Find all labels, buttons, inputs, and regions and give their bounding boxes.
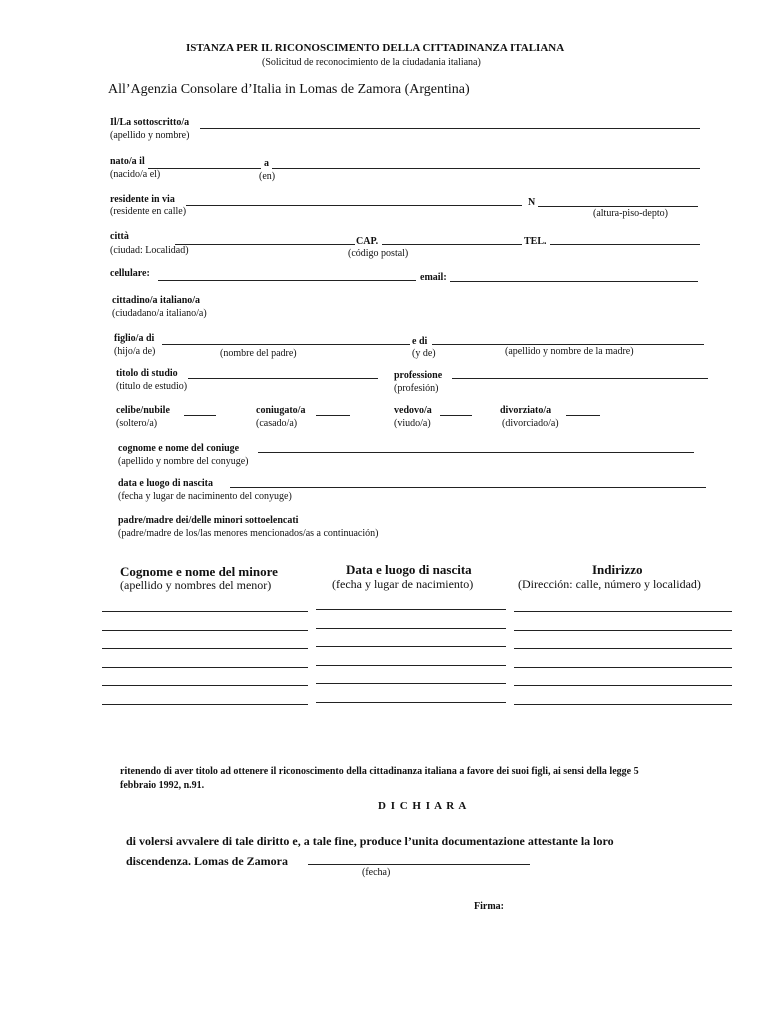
figlio-label: figlio/a di bbox=[114, 333, 155, 344]
minors-row-5-col-1-field[interactable] bbox=[102, 685, 308, 686]
form-title: ISTANZA PER IL RICONOSCIMENTO DELLA CITTADINANZA ITALIANA bbox=[186, 42, 565, 54]
form-subtitle: (Solicitud de reconocimiento de la ciudadania italiana) bbox=[262, 57, 481, 68]
celibe-field[interactable] bbox=[184, 415, 216, 416]
minors-row-6-col-2-field[interactable] bbox=[316, 702, 506, 703]
celibe-label: celibe/nubile bbox=[116, 405, 170, 416]
ritenendo-line-1: ritenendo di aver titolo ad ottenere il riconoscimento della cittadinanza italiana a favore dei suoi figli, ai sensi della legge 5 bbox=[120, 766, 639, 777]
cap-field[interactable] bbox=[382, 244, 522, 245]
minors-row-3-col-2-field[interactable] bbox=[316, 646, 506, 647]
col-indirizzo-sub: (Dirección: calle, número y localidad) bbox=[518, 577, 701, 591]
col-nascita-sub: (fecha y lugar de nacimiento) bbox=[332, 577, 474, 591]
titolo-sub: (titulo de estudio) bbox=[116, 381, 188, 392]
residente-label: residente in via bbox=[110, 194, 175, 205]
volersi-line-2: discendenza. Lomas de Zamora bbox=[126, 854, 288, 868]
e-di-sub: (y de) bbox=[412, 348, 436, 359]
coniuge-field[interactable] bbox=[258, 452, 694, 453]
vedovo-sub: (viudo/a) bbox=[394, 418, 431, 429]
nascita-coniuge-sub: (fecha y lugar de naciminento del conyuge) bbox=[118, 491, 292, 502]
citta-sub: (ciudad: Localidad) bbox=[110, 245, 189, 256]
addressee: All’Agenzia Consolare d’Italia in Lomas de Zamora (Argentina) bbox=[108, 82, 470, 97]
cap-sub: (código postal) bbox=[348, 248, 409, 259]
celibe-sub: (soltero/a) bbox=[116, 418, 158, 429]
cittadino-sub: (ciudadano/a italiano/a) bbox=[112, 308, 207, 319]
e-di-label: e di bbox=[412, 336, 428, 347]
coniuge-sub: (apellido y nombre del conyuge) bbox=[118, 456, 249, 467]
titolo-label: titolo di studio bbox=[116, 368, 178, 379]
minors-row-4-col-2-field[interactable] bbox=[316, 665, 506, 666]
nato-sub: (nacido/a el) bbox=[110, 169, 161, 180]
minors-row-1-col-2-field[interactable] bbox=[316, 609, 506, 610]
coniugato-field[interactable] bbox=[316, 415, 350, 416]
citta-label: città bbox=[110, 231, 129, 242]
cittadino-label: cittadino/a italiano/a bbox=[112, 295, 201, 306]
col-nascita-title: Data e luogo di nascita bbox=[346, 562, 472, 577]
fecha-sub: (fecha) bbox=[362, 867, 391, 878]
email-field[interactable] bbox=[450, 281, 698, 282]
divorziato-field[interactable] bbox=[566, 415, 600, 416]
figlio-sub: (hijo/a de) bbox=[114, 346, 156, 357]
citta-field[interactable] bbox=[175, 244, 355, 245]
minors-row-2-col-2-field[interactable] bbox=[316, 628, 506, 629]
cellulare-field[interactable] bbox=[158, 280, 416, 281]
nascita-coniuge-field[interactable] bbox=[230, 487, 706, 488]
nato-date-field[interactable] bbox=[148, 168, 261, 169]
cellulare-label: cellulare: bbox=[110, 268, 150, 279]
nascita-coniuge-label: data e luogo di nascita bbox=[118, 478, 214, 489]
numero-sub: (altura-piso-depto) bbox=[593, 208, 668, 219]
fecha-field[interactable] bbox=[308, 864, 530, 865]
sottoscritto-field[interactable] bbox=[200, 128, 700, 129]
professione-label: professione bbox=[394, 370, 443, 381]
e-di-field[interactable] bbox=[432, 344, 704, 345]
professione-field[interactable] bbox=[452, 378, 708, 379]
col-indirizzo-title: Indirizzo bbox=[592, 562, 643, 577]
minors-row-1-col-1-field[interactable] bbox=[102, 611, 308, 612]
minors-row-1-col-3-field[interactable] bbox=[514, 611, 732, 612]
minori-sub: (padre/madre de los/las menores mencionados/as a continuación) bbox=[118, 528, 379, 539]
sottoscritto-sub: (apellido y nombre) bbox=[110, 130, 190, 141]
nato-a-label: a bbox=[264, 158, 269, 169]
minors-row-5-col-2-field[interactable] bbox=[316, 683, 506, 684]
firma-label: Firma: bbox=[474, 901, 504, 912]
tel-label: TEL. bbox=[524, 236, 547, 247]
sottoscritto-label: Il/La sottoscritto/a bbox=[110, 117, 190, 128]
vedovo-field[interactable] bbox=[440, 415, 472, 416]
coniugato-label: coniugato/a bbox=[256, 405, 306, 416]
nato-a-sub: (en) bbox=[259, 171, 276, 182]
minors-row-2-col-1-field[interactable] bbox=[102, 630, 308, 631]
minors-row-6-col-1-field[interactable] bbox=[102, 704, 308, 705]
professione-sub: (profesión) bbox=[394, 383, 439, 394]
minori-label: padre/madre dei/delle minori sottoelencati bbox=[118, 515, 299, 526]
residente-sub: (residente en calle) bbox=[110, 206, 187, 217]
minors-row-3-col-1-field[interactable] bbox=[102, 648, 308, 649]
figlio-field[interactable] bbox=[162, 344, 410, 345]
ritenendo-line-2: febbraio 1992, n.91. bbox=[120, 780, 205, 791]
nato-label: nato/a il bbox=[110, 156, 145, 167]
coniugato-sub: (casado/a) bbox=[256, 418, 298, 429]
residente-field[interactable] bbox=[186, 205, 522, 206]
volersi-line-1: di volersi avvalere di tale diritto e, a tale fine, produce l’unita documentazione attestante la loro bbox=[126, 834, 614, 848]
minors-row-2-col-3-field[interactable] bbox=[514, 630, 732, 631]
minors-row-3-col-3-field[interactable] bbox=[514, 648, 732, 649]
divorziato-label: divorziato/a bbox=[500, 405, 552, 416]
titolo-field[interactable] bbox=[188, 378, 378, 379]
numero-field[interactable] bbox=[538, 206, 698, 207]
madre-sub: (apellido y nombre de la madre) bbox=[505, 346, 634, 357]
cap-label: CAP. bbox=[356, 236, 379, 247]
dichiara-heading: D I C H I A R A bbox=[378, 800, 468, 812]
minors-row-5-col-3-field[interactable] bbox=[514, 685, 732, 686]
col-minore-title: Cognome e nome del minore bbox=[120, 564, 278, 579]
padre-sub: (nombre del padre) bbox=[220, 348, 297, 359]
tel-field[interactable] bbox=[550, 244, 700, 245]
vedovo-label: vedovo/a bbox=[394, 405, 432, 416]
coniuge-label: cognome e nome del coniuge bbox=[118, 443, 240, 454]
col-minore-sub: (apellido y nombres del menor) bbox=[120, 578, 272, 592]
divorziato-sub: (divorciado/a) bbox=[502, 418, 559, 429]
minors-row-4-col-3-field[interactable] bbox=[514, 667, 732, 668]
minors-row-4-col-1-field[interactable] bbox=[102, 667, 308, 668]
nato-place-field[interactable] bbox=[272, 168, 700, 169]
minors-row-6-col-3-field[interactable] bbox=[514, 704, 732, 705]
email-label: email: bbox=[420, 272, 447, 283]
numero-label: N bbox=[528, 197, 536, 208]
